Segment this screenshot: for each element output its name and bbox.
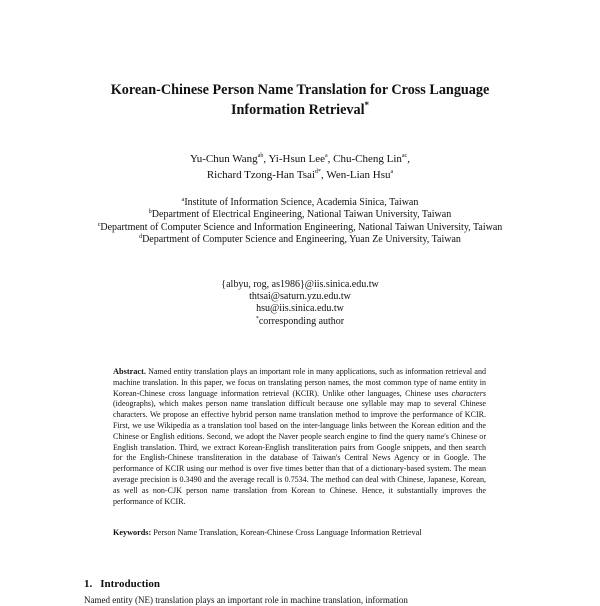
- title-footnote-mark: *: [364, 100, 370, 110]
- email-line: hsu@iis.sinica.edu.tw: [256, 303, 344, 315]
- section-number: 1.: [84, 578, 93, 590]
- author-affiliation-mark: ab: [257, 153, 264, 159]
- abstract: [113, 367, 486, 507]
- abstract-label: Abstract.: [113, 367, 146, 376]
- author-name: Richard Tzong-Han Tsai: [206, 169, 315, 181]
- corresponding-text: corresponding author: [258, 315, 345, 327]
- corresponding-mark: *: [255, 315, 259, 322]
- title-line-1: Korean-Chinese Person Name Translation for Cross Language: [110, 82, 490, 98]
- affiliation-text: Institute of Information Science, Academia Sinica, Taiwan: [184, 197, 419, 208]
- author-affiliation-mark: a: [390, 169, 394, 175]
- author-separator: ,: [407, 153, 410, 165]
- affiliation-mark: c: [97, 221, 101, 228]
- affiliation-text: Department of Computer Science and Engineering, Yuan Ze University, Taiwan: [142, 234, 461, 246]
- affiliation-text: Department of Electrical Engineering, National Taiwan University, Taiwan: [151, 209, 452, 221]
- author-separator: ,: [327, 153, 334, 165]
- author-name: Yi-Hsun Lee: [268, 153, 325, 165]
- email-line: thtsai@saturn.yzu.edu.tw: [249, 291, 351, 303]
- author-name: Yu-Chun Wang: [190, 153, 258, 165]
- abstract-italic-term: characters: [451, 388, 486, 398]
- affiliation-list: [40, 197, 560, 247]
- introduction-body-text: Named entity (NE) translation plays an important role in machine translation, information: [84, 595, 408, 605]
- title-line-2: Information Retrieval: [230, 102, 365, 118]
- affiliation-item: [40, 209, 560, 221]
- author-separator: ,: [263, 153, 269, 165]
- author-affiliation-mark: ac: [401, 153, 408, 159]
- keywords: [113, 528, 486, 539]
- keywords-label: Keywords:: [113, 528, 152, 537]
- author-affiliation-mark: d*: [315, 169, 321, 175]
- author-affiliation-mark: a: [324, 153, 328, 159]
- affiliation-item: [40, 197, 560, 209]
- author-name: Chu-Cheng Lin: [333, 153, 402, 165]
- affiliation-item: [40, 234, 560, 246]
- author-separator: ,: [321, 169, 327, 181]
- affiliation-mark: a: [181, 197, 185, 203]
- affiliation-mark: b: [148, 209, 152, 216]
- section-title: Introduction: [100, 578, 160, 590]
- affiliation-text: Department of Computer Science and Information Engineering, National Taiwan University, Taiwan: [100, 221, 503, 233]
- keywords-text: Person Name Translation, Korean-Chinese Cross Language Information Retrieval: [151, 528, 422, 537]
- affiliation-mark: d: [139, 234, 143, 241]
- corresponding-author-note: [100, 316, 500, 328]
- author-name: Wen-Lian Hsu: [326, 169, 391, 181]
- author-list: [60, 151, 540, 183]
- section-heading-introduction: [84, 577, 160, 591]
- contact-emails: [100, 279, 500, 328]
- affiliation-item: [40, 222, 560, 234]
- paper-title: [60, 80, 540, 120]
- email-line: {albyu, rog, as1986}@iis.sinica.edu.tw: [221, 279, 379, 290]
- abstract-text-part-2: (ideographs), which makes person name translation difficult because one syllable may map to several Chinese characters. We propose an effective hybrid person name translation method to improve the performance of KCIR. First, we use Wikipedia as a translation tool based on the inter-language links between the Korean edition and the Chinese or English editions. Second, we adopt the Naver people search engine to find the query name's Chinese or English translation. Third, we extract Korean-English transliteration pairs from Google snippets, and then search for the English-Chinese transliteration in the database of Taiwan's Central News Agency or in Google. The performance of KCIR using our method is over five times better than that of a dictionary-based system. The mean average precision is 0.3490 and the average recall is 0.7534. The method can deal with Chinese, Japanese, Korean, as well as non-CJK person name translation from Korean to Chinese. Hence, it substantially improves the performance of KCIR.: [113, 399, 486, 506]
- abstract-text-part-1: Named entity translation plays an important role in many applications, such as information retrieval and machine translation. In this paper, we focus on translating person names, the most common type of name entity in Korean-Chinese cross language information retrieval (KCIR). Unlike other languages, Chinese uses: [113, 367, 486, 398]
